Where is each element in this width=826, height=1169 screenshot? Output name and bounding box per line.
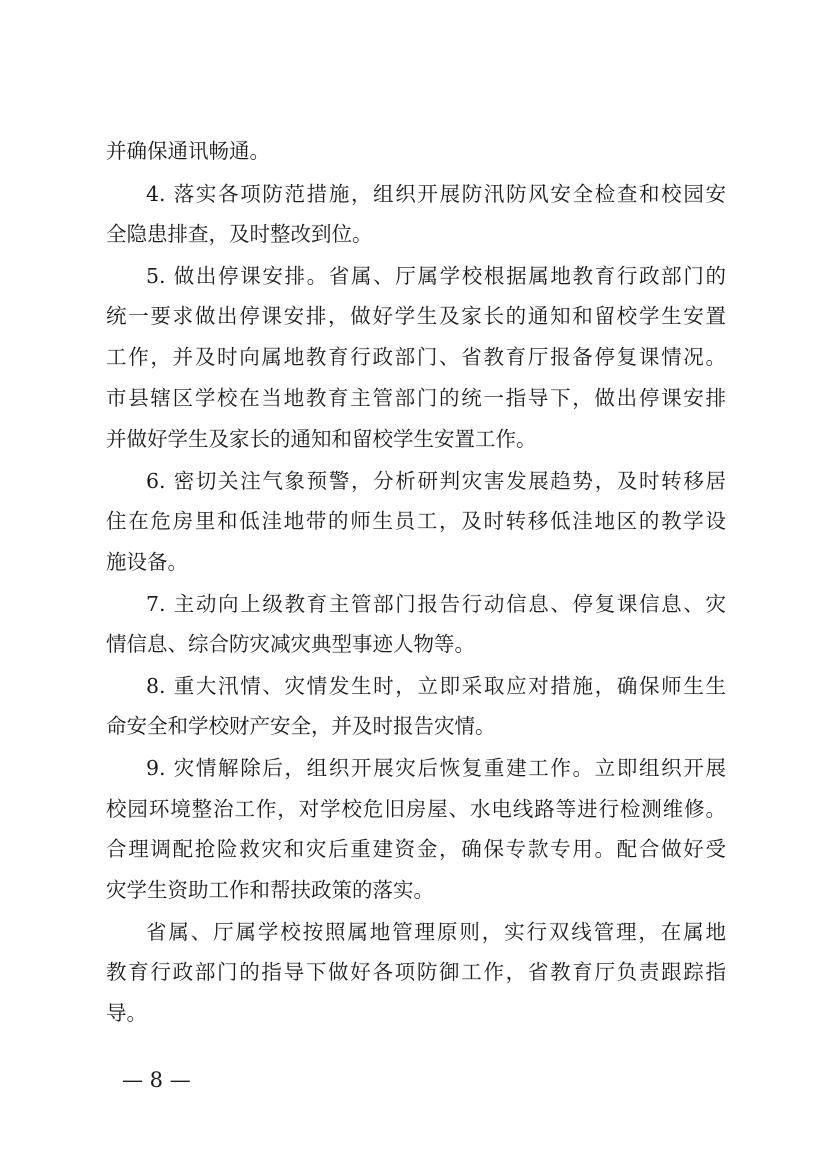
text-line: 命安全和学校财产安全，并及时报告灾情。: [106, 714, 496, 738]
text-line: 教育行政部门的指导下做好各项防御工作，省教育厅负责跟踪指: [106, 960, 726, 984]
text-line: 统一要求做出停课安排，做好学生及家长的通知和留校学生安置: [106, 304, 726, 328]
text-line: 市县辖区学校在当地教育主管部门的统一指导下，做出停课安排: [106, 386, 726, 410]
text-line: 施设备。: [106, 550, 188, 574]
text-line: 8. 重大汛情、灾情发生时，立即采取应对措施，确保师生生: [146, 674, 726, 698]
text-line: 工作，并及时向属地教育行政部门、省教育厅报备停复课情况。: [106, 345, 726, 369]
text-line: 并确保通讯畅通。: [106, 139, 270, 163]
text-line: 校园环境整治工作，对学校危旧房屋、水电线路等进行检测维修。: [106, 797, 726, 821]
text-line: 5. 做出停课安排。省属、厅属学校根据属地教育行政部门的: [146, 264, 726, 288]
text-line: 9. 灾情解除后，组织开展灾后恢复重建工作。立即组织开展: [146, 756, 726, 780]
text-line: 并做好学生及家长的通知和留校学生安置工作。: [106, 427, 537, 451]
text-line: 情信息、综合防灾减灾典型事迹人物等。: [106, 632, 475, 656]
text-line: 省属、厅属学校按照属地管理原则，实行双线管理，在属地: [146, 920, 726, 944]
text-line: 4. 落实各项防范措施，组织开展防汛防风安全检查和校园安: [146, 182, 726, 206]
text-line: 全隐患排查，及时整改到位。: [106, 222, 373, 246]
text-line: 住在危房里和低洼地带的师生员工，及时转移低洼地区的教学设: [106, 509, 726, 533]
page-number: — 8 —: [122, 1068, 191, 1092]
text-line: 导。: [106, 1001, 147, 1025]
text-line: 7. 主动向上级教育主管部门报告行动信息、停复课信息、灾: [146, 592, 726, 616]
text-line: 灾学生资助工作和帮扶政策的落实。: [106, 878, 434, 902]
text-line: 6. 密切关注气象预警，分析研判灾害发展趋势，及时转移居: [146, 469, 726, 493]
text-line: 合理调配抢险救灾和灾后重建资金，确保专款专用。配合做好受: [106, 837, 726, 861]
